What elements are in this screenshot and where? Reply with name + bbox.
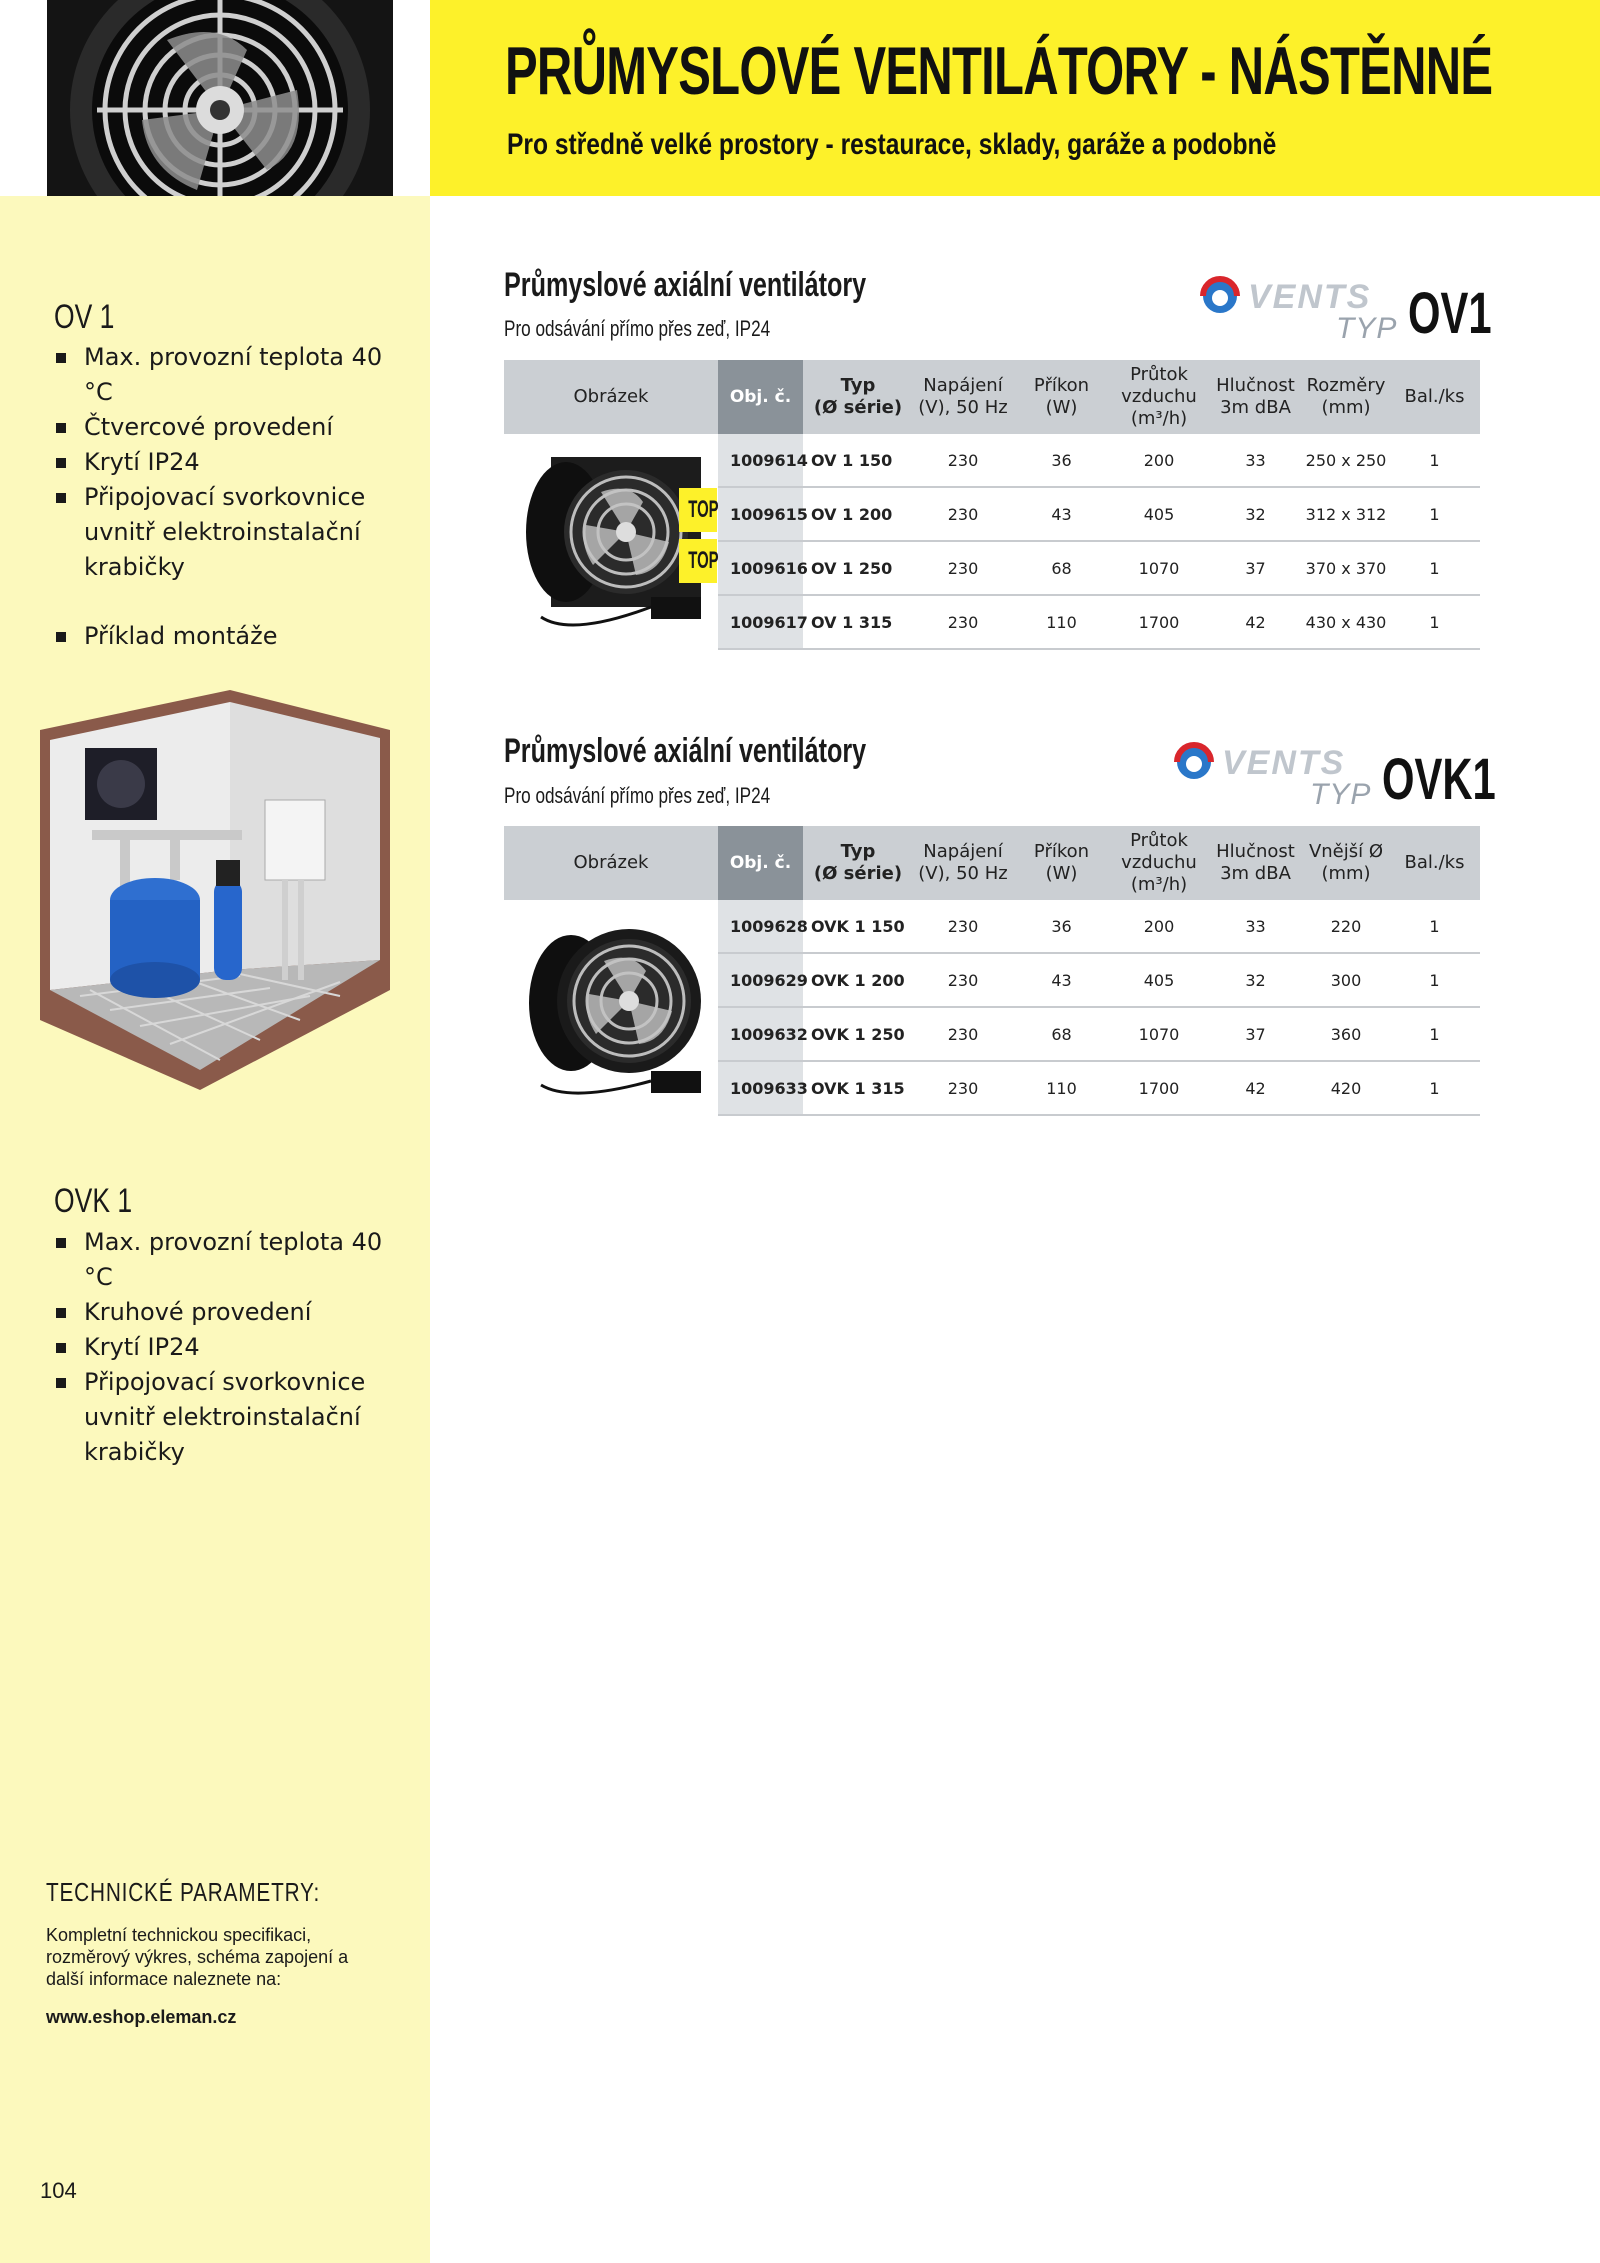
typ-cell: OV 1 150: [803, 434, 913, 487]
napajeni-cell: 230: [913, 1061, 1013, 1115]
ov1-feature-list: [54, 340, 414, 654]
obj-cell: 1009632: [718, 1007, 803, 1061]
bal-cell: 1: [1389, 595, 1480, 649]
napajeni-cell: 230: [913, 953, 1013, 1007]
product-image-ovk1: [504, 900, 718, 1115]
typ-label: TYP: [1310, 778, 1372, 811]
rozmer-cell: 300: [1303, 953, 1389, 1007]
table-row: [504, 434, 1480, 487]
tech-params-title: TECHNICKÉ PARAMETRY:: [46, 1877, 321, 1907]
bal-cell: 1: [1389, 487, 1480, 541]
ovk1-feature-list: [54, 1225, 414, 1470]
hlucnost-cell: 33: [1208, 900, 1303, 953]
rozmer-cell: 420: [1303, 1061, 1389, 1115]
prutok-cell: 1070: [1110, 541, 1208, 595]
obj-cell: 1009629: [718, 953, 803, 1007]
obj-cell: 1009628: [718, 900, 803, 953]
prutok-cell: 405: [1110, 953, 1208, 1007]
hlucnost-cell: 32: [1208, 953, 1303, 1007]
ovk1-sidebar-title: OVK 1: [54, 1182, 133, 1220]
napajeni-cell: 230: [913, 900, 1013, 953]
napajeni-cell: 230: [913, 595, 1013, 649]
axial-fan-photo: [47, 0, 393, 196]
page-number: 104: [40, 2178, 77, 2203]
prutok-cell: 1700: [1110, 595, 1208, 649]
prikon-cell: 36: [1013, 900, 1110, 953]
feature-item: Připojovací svorkovnice uvnitř elektroinstalační krabičky: [54, 480, 374, 585]
prikon-cell: 43: [1013, 487, 1110, 541]
col-header: Obrázek: [504, 360, 718, 434]
table-row: [504, 900, 1480, 953]
bal-cell: 1: [1389, 900, 1480, 953]
feature-item: Čtvercové provedení: [54, 410, 414, 445]
typ-code-ov1: OV1: [1408, 281, 1492, 346]
typ-cell: OV 1 200: [803, 487, 913, 541]
napajeni-cell: 230: [913, 487, 1013, 541]
typ-cell: OV 1 315: [803, 595, 913, 649]
hlucnost-cell: 37: [1208, 541, 1303, 595]
rozmer-cell: 360: [1303, 1007, 1389, 1061]
feature-item: Kruhové provedení: [54, 1295, 414, 1330]
col-header: Napájení (V), 50 Hz: [913, 826, 1013, 900]
prutok-cell: 405: [1110, 487, 1208, 541]
hlucnost-cell: 32: [1208, 487, 1303, 541]
bal-cell: 1: [1389, 1061, 1480, 1115]
col-header: Obj. č.: [718, 360, 803, 434]
napajeni-cell: 230: [913, 1007, 1013, 1061]
col-header: Průtok vzduchu (m³/h): [1110, 826, 1208, 900]
section-ovk1-title: Průmyslové axiální ventilátory: [504, 732, 867, 770]
obj-cell: 1009616: [718, 541, 803, 595]
col-header: Bal./ks: [1389, 826, 1480, 900]
col-header: Vnější Ø (mm): [1303, 826, 1389, 900]
obj-cell: 1009617: [718, 595, 803, 649]
hlucnost-cell: 42: [1208, 1061, 1303, 1115]
col-header: Průtok vzduchu (m³/h): [1110, 360, 1208, 434]
rozmer-cell: 250 x 250: [1303, 434, 1389, 487]
eshop-link[interactable]: www.eshop.eleman.cz: [46, 2007, 237, 2027]
col-header: Typ (Ø série): [803, 826, 913, 900]
svg-text:VENTS: VENTS: [1222, 744, 1346, 782]
rozmer-cell: 312 x 312: [1303, 487, 1389, 541]
prikon-cell: 68: [1013, 541, 1110, 595]
prikon-cell: 68: [1013, 1007, 1110, 1061]
obj-cell: 1009615: [718, 487, 803, 541]
prutok-cell: 1700: [1110, 1061, 1208, 1115]
col-header: Příkon (W): [1013, 826, 1110, 900]
section-ovk1-subtitle: Pro odsávání přímo přes zeď, IP24: [504, 783, 771, 808]
col-header: Příkon (W): [1013, 360, 1110, 434]
prikon-cell: 36: [1013, 434, 1110, 487]
typ-code-ovk1: OVK1: [1382, 747, 1496, 812]
bal-cell: 1: [1389, 434, 1480, 487]
typ-cell: OVK 1 250: [803, 1007, 913, 1061]
table-header-row: [504, 360, 1480, 434]
page-title: PRŮMYSLOVÉ VENTILÁTORY - NÁSTĚNNÉ: [505, 33, 1493, 109]
feature-item: Připojovací svorkovnice uvnitř elektroinstalační krabičky: [54, 1365, 374, 1470]
feature-item: Krytí IP24: [54, 1330, 414, 1365]
col-header: Bal./ks: [1389, 360, 1480, 434]
prutok-cell: 200: [1110, 434, 1208, 487]
typ-cell: OVK 1 150: [803, 900, 913, 953]
section-ov1-title: Průmyslové axiální ventilátory: [504, 266, 867, 304]
bal-cell: 1: [1389, 953, 1480, 1007]
typ-cell: OVK 1 315: [803, 1061, 913, 1115]
prutok-cell: 200: [1110, 900, 1208, 953]
feature-item: Příklad montáže: [54, 619, 414, 654]
ov1-spec-table: [504, 360, 1480, 650]
col-header: Typ (Ø série): [803, 360, 913, 434]
hlucnost-cell: 37: [1208, 1007, 1303, 1061]
ovk1-spec-table: [504, 826, 1480, 1116]
obj-cell: 1009614: [718, 434, 803, 487]
obj-cell: 1009633: [718, 1061, 803, 1115]
typ-cell: OV 1 250: [803, 541, 913, 595]
feature-item: Max. provozní teplota 40 °C: [54, 1225, 414, 1295]
top-badge: TOP: [679, 488, 717, 532]
col-header: Hlučnost 3m dBA: [1208, 360, 1303, 434]
feature-item: Krytí IP24: [54, 445, 414, 480]
napajeni-cell: 230: [913, 434, 1013, 487]
col-header: Obrázek: [504, 826, 718, 900]
col-header: Napájení (V), 50 Hz: [913, 360, 1013, 434]
section-ov1-subtitle: Pro odsávání přímo přes zeď, IP24: [504, 316, 771, 341]
col-header: Hlučnost 3m dBA: [1208, 826, 1303, 900]
prikon-cell: 110: [1013, 595, 1110, 649]
col-header: Rozměry (mm): [1303, 360, 1389, 434]
typ-label: TYP: [1336, 312, 1398, 345]
page-subtitle: Pro středně velké prostory - restaurace, sklady, garáže a podobně: [507, 128, 1277, 161]
rozmer-cell: 220: [1303, 900, 1389, 953]
table-header-row: [504, 826, 1480, 900]
feature-item: Max. provozní teplota 40 °C: [54, 340, 414, 410]
top-badge: TOP: [679, 539, 717, 583]
hlucnost-cell: 33: [1208, 434, 1303, 487]
rozmer-cell: 430 x 430: [1303, 595, 1389, 649]
bal-cell: 1: [1389, 541, 1480, 595]
installation-example-illustration: [30, 690, 400, 1090]
prutok-cell: 1070: [1110, 1007, 1208, 1061]
rozmer-cell: 370 x 370: [1303, 541, 1389, 595]
tech-params-text: Kompletní technickou specifikaci, rozměrový výkres, schéma zapojení a další informace naleznete na:: [46, 1925, 349, 1989]
prikon-cell: 43: [1013, 953, 1110, 1007]
bal-cell: 1: [1389, 1007, 1480, 1061]
hlucnost-cell: 42: [1208, 595, 1303, 649]
typ-cell: OVK 1 200: [803, 953, 913, 1007]
prikon-cell: 110: [1013, 1061, 1110, 1115]
svg-text:VENTS: VENTS: [1248, 278, 1372, 316]
napajeni-cell: 230: [913, 541, 1013, 595]
ov1-sidebar-title: OV 1: [54, 298, 115, 336]
col-header: Obj. č.: [718, 826, 803, 900]
